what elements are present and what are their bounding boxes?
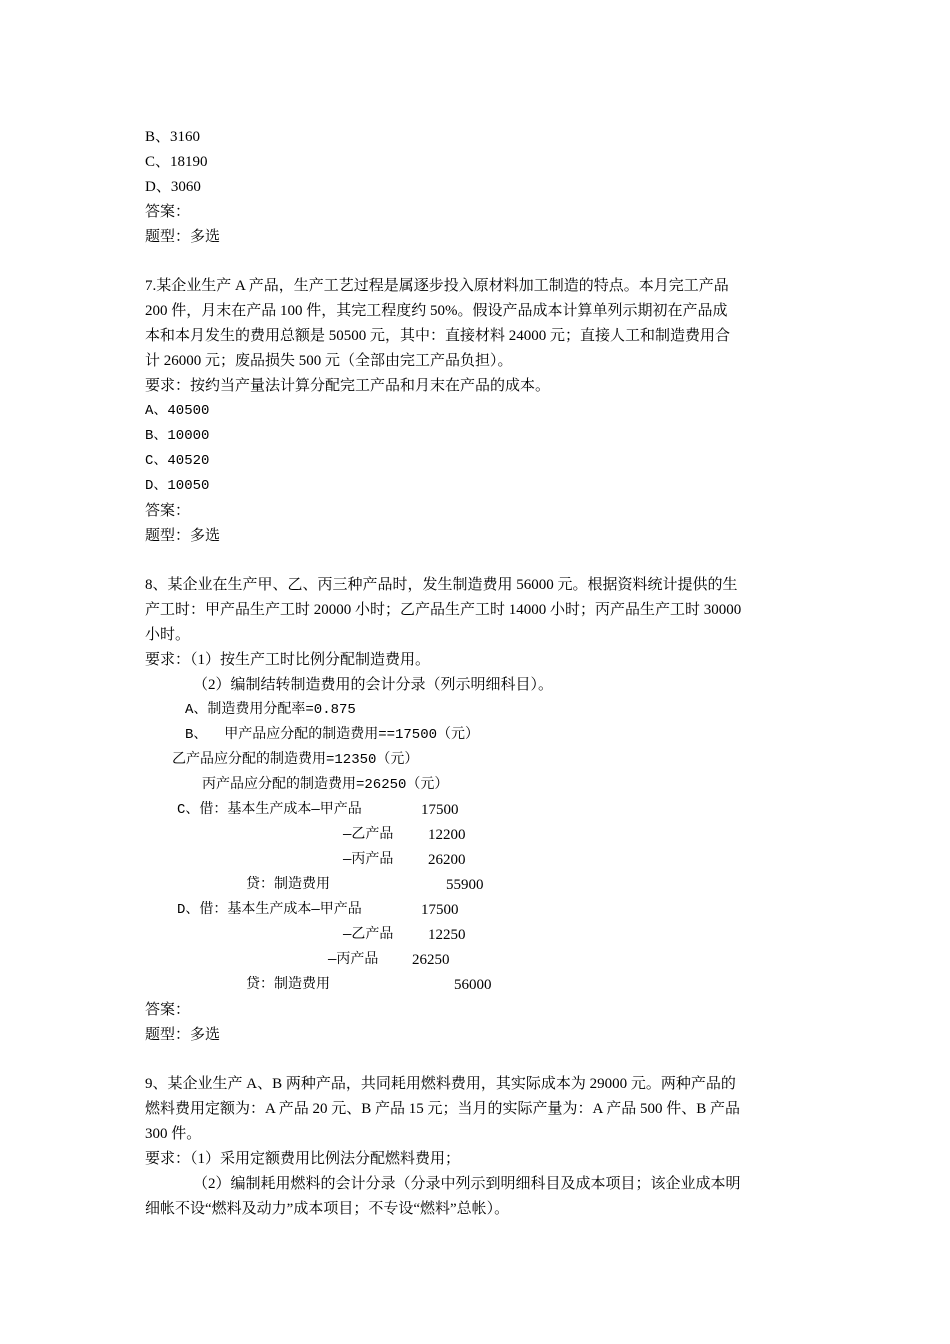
question-9-requirement-2: （2）编制耗用燃料的会计分录（分录中列示到明细科目及成本项目；该企业成本明 <box>193 1176 741 1192</box>
option-d-debit-label: D、借：基本生产成本—甲产品 <box>177 902 362 918</box>
question-9-stem-line: 9、某企业生产 A、B 两种产品，共同耗用燃料费用，其实际成本为 29000 元。两种产品的 <box>145 1076 736 1092</box>
option-d-credit-label: 贷：制造费用 <box>246 977 330 993</box>
option-d: D、10050 <box>145 478 210 494</box>
option-c-debit-amount: 17500 <box>421 802 459 818</box>
option-b-line-2: 乙产品应分配的制造费用=12350（元） <box>172 752 419 768</box>
answer-label: 答案： <box>145 204 191 220</box>
question-7-stem-line: 200 件，月末在产品 100 件，其完工程度约 50%。假设产品成本计算单列示期初在产品成 <box>145 303 728 319</box>
option-d-line-3-label: —丙产品 <box>328 952 379 968</box>
question-8-stem-line: 8、某企业在生产甲、乙、丙三种产品时，发生制造费用 56000 元。根据资料统计提供的生 <box>145 577 738 593</box>
option-c: C、18190 <box>145 154 208 170</box>
question-type: 题型：多选 <box>145 1027 221 1043</box>
option-b: B、3160 <box>145 129 201 145</box>
option-d-line-2-label: —乙产品 <box>343 927 394 943</box>
question-9-stem-line: 300 件。 <box>145 1126 202 1142</box>
option-a: A、制造费用分配率=0.875 <box>185 702 356 718</box>
option-c: C、40520 <box>145 453 210 469</box>
option-d-line-3-amount: 26250 <box>412 952 450 968</box>
option-c-credit-amount: 55900 <box>446 877 484 893</box>
option-d: D、3060 <box>145 179 201 195</box>
option-c-debit-label: C、借：基本生产成本—甲产品 <box>177 802 362 818</box>
option-c-line-3-label: —丙产品 <box>343 852 394 868</box>
question-7-stem-line: 计 26000 元；废品损失 500 元（全部由完工产品负担）。 <box>145 353 513 369</box>
question-7-requirement: 要求：按约当产量法计算分配完工产品和月末在产品的成本。 <box>145 378 551 394</box>
question-9-requirement-2-cont: 细帐不设“燃料及动力”成本项目；不专设“燃料”总帐）。 <box>145 1201 510 1217</box>
question-8-stem-line: 产工时：甲产品生产工时 20000 小时；乙产品生产工时 14000 小时；丙产品生产工时 30000 <box>145 602 742 618</box>
option-c-line-3-amount: 26200 <box>428 852 466 868</box>
option-b: B、10000 <box>145 428 210 444</box>
question-8-requirement-1: 要求：（1）按生产工时比例分配制造费用。 <box>145 652 431 668</box>
question-7-stem-line: 本和本月发生的费用总额是 50500 元，其中：直接材料 24000 元；直接人工和制造费用合 <box>145 328 731 344</box>
option-d-line-2-amount: 12250 <box>428 927 466 943</box>
option-b-line-3: 丙产品应分配的制造费用=26250（元） <box>202 777 449 793</box>
question-9-stem-line: 燃料费用定额为：A 产品 20 元、B 产品 15 元；当月的实际产量为：A 产品 500 件、B 产品 <box>145 1101 741 1117</box>
option-c-credit-label: 贷：制造费用 <box>246 877 330 893</box>
question-8-stem-line: 小时。 <box>145 627 191 643</box>
question-9-requirement-1: 要求：（1）采用定额费用比例法分配燃料费用； <box>145 1151 461 1167</box>
answer-label: 答案： <box>145 1002 191 1018</box>
question-type: 题型：多选 <box>145 528 221 544</box>
answer-label: 答案： <box>145 503 191 519</box>
question-7-stem-line: 7.某企业生产 A 产品，生产工艺过程是属逐步投入原材料加工制造的特点。本月完工产品 <box>145 278 729 294</box>
option-c-line-2-amount: 12200 <box>428 827 466 843</box>
option-c-line-2-label: —乙产品 <box>343 827 394 843</box>
question-8-requirement-2: （2）编制结转制造费用的会计分录（列示明细科目）。 <box>193 677 554 693</box>
option-b: B、 甲产品应分配的制造费用==17500（元） <box>185 727 480 743</box>
option-d-credit-amount: 56000 <box>454 977 492 993</box>
option-a: A、40500 <box>145 403 210 419</box>
question-type: 题型：多选 <box>145 229 221 245</box>
option-d-debit-amount: 17500 <box>421 902 459 918</box>
